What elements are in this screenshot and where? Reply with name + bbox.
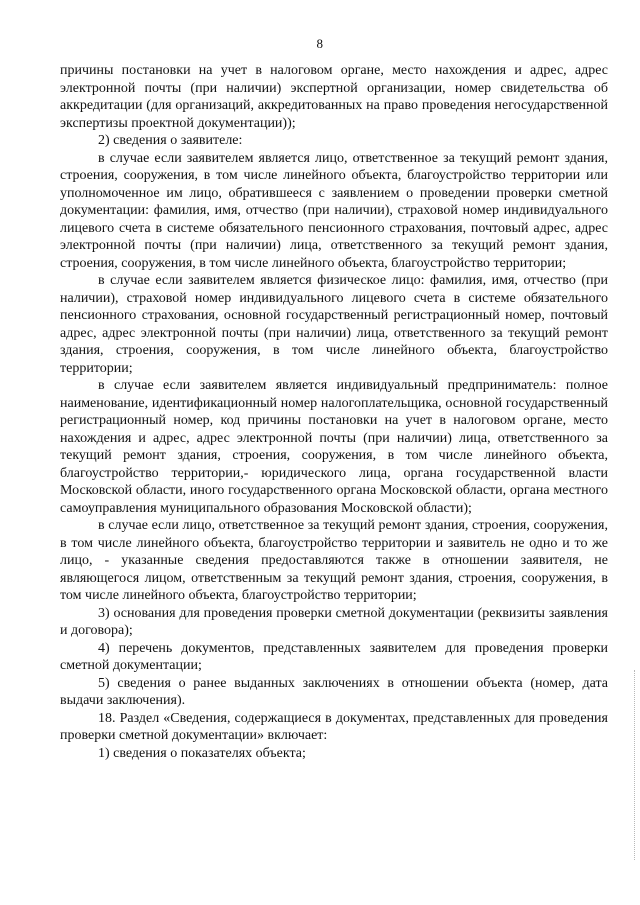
paragraph-different-applicant: в случае если лицо, ответственное за текущий ремонт здания, строения, сооружения, в том числе линейного объекта, благоустройство территории и заявитель не одно и то же лицо, - указанные сведения предоставляются также в отношении заявителя, не являющегося лицом, ответственным за текущий ремонт здания, строения, сооружения, в том числе линейного объекта, благоустройство территории; — [60, 518, 608, 603]
paragraph-applicant-info-heading: 2) сведения о заявителе: — [98, 133, 243, 148]
paragraph-previous-conclusions: 5) сведения о ранее выданных заключениях в отношении объекта (номер, дата выдачи заключения). — [60, 675, 608, 708]
paragraph-responsible-person: в случае если заявителем является лицо, ответственное за текущий ремонт здания, строения, сооружения, в том числе линейного объекта, благоустройство территории или уполномоченное им лицо, обратившееся с заявлением о проведении проверки сметной документации: фамилия, имя, отчество (при наличии), страховой номер индивидуального лицевого счета в системе обязательного пенсионного страхования, почтовый адрес, адрес электронной почты (при наличии) лица, ответственного за текущий ремонт здания, строения, сооружения, в том числе линейного объекта, благоустройство территории; — [60, 150, 608, 271]
paragraph-expert-org-details: причины постановки на учет в налоговом органе, место нахождения и адрес, адрес электронной почты (при наличии) экспертной организации, номер свидетельства об аккредитации (для организаций, аккредитованных на право проведения негосударственной экспертизы проектной документации)); — [60, 63, 608, 131]
paragraph-object-indicators: 1) сведения о показателях объекта; — [98, 745, 306, 761]
paragraph-documents-list: 4) перечень документов, представленных заявителем для проведения проверки сметной документации; — [60, 640, 608, 673]
paragraph-entrepreneur: в случае если заявителем является индивидуальный предприниматель: полное наименование, идентификационный номер налогоплательщика, основной государственный регистрационный номер, код причины постановки на учет в налоговом органе, место нахождения и адрес, адрес электронной почты (при наличии) лица, ответственного за текущий ремонт здания, строения, сооружения, в том числе линейного объекта, благоустройство территории,- юридического лица, органа государственной власти Московской области, иного государственного органа Московской области, органа местного самоуправления муниципального образования Московской области); — [60, 378, 608, 516]
paragraph-section-18: 18. Раздел «Сведения, содержащиеся в документах, представленных для проведения проверки сметной документации» включает: — [60, 710, 608, 743]
paragraph-individual: в случае если заявителем является физическое лицо: фамилия, имя, отчество (при наличии), страховой номер индивидуального лицевого счета в системе обязательного пенсионного страхования, основной государственный регистрационный номер, почтовый адрес, адрес электронной почты (при наличии) лица, ответственного за текущий ремонт здания, строения, сооружения, в том числе линейного объекта, благоустройство территории; — [60, 273, 608, 376]
page-number: 8 — [316, 36, 324, 51]
paragraph-grounds: 3) основания для проведения проверки сметной документации (реквизиты заявления и договора); — [60, 605, 608, 638]
document-body — [60, 62, 608, 762]
scan-edge-marks — [634, 670, 637, 860]
